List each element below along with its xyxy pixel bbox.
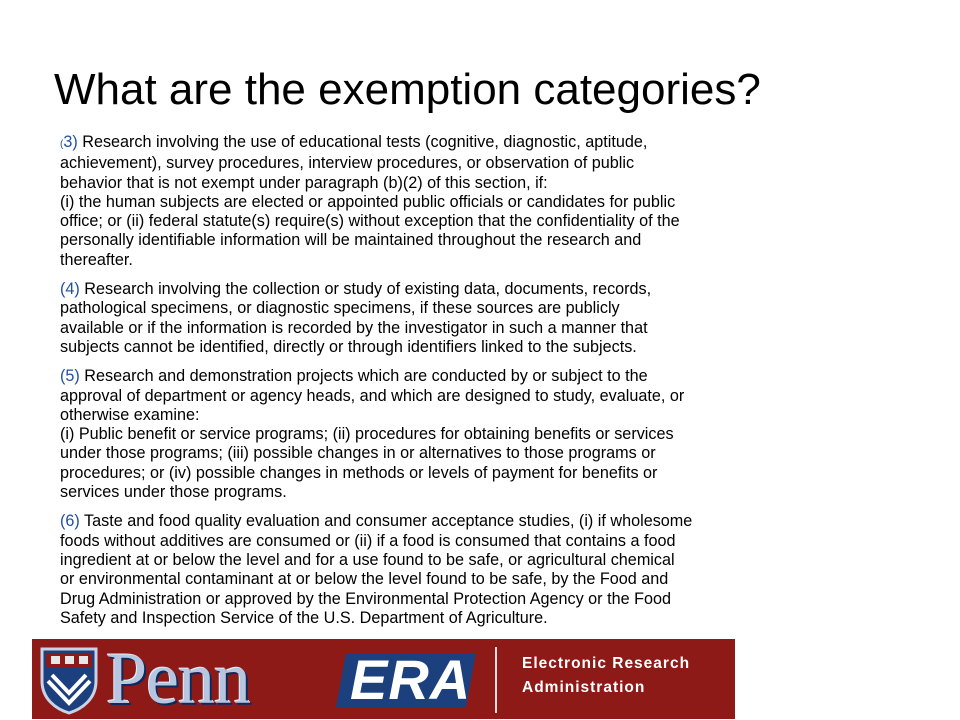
item-text: foods without additives are consumed or (ii) if a food is consumed that contains a food bbox=[60, 531, 676, 550]
exemption-item-4 bbox=[60, 280, 935, 357]
item-text: behavior that is not exempt under paragraph (b)(2) of this section, if: bbox=[60, 173, 548, 192]
item-text: thereafter. bbox=[60, 250, 133, 269]
item-text: under those programs; (iii) possible changes in or alternatives to those programs or bbox=[60, 444, 656, 463]
penn-logo-text: Penn bbox=[106, 639, 250, 719]
exemption-item-6 bbox=[60, 512, 935, 628]
item-text: Safety and Inspection Service of the U.S. Department of Agriculture. bbox=[60, 608, 548, 627]
item-text: ingredient at or below the level and for a use found to be safe, or agricultural chemical bbox=[60, 550, 675, 569]
item-text: Research involving the use of educational tests (cognitive, diagnostic, aptitude, bbox=[77, 133, 648, 151]
exemption-item-3 bbox=[60, 133, 935, 270]
item-text: Research and demonstration projects which are conducted by or subject to the bbox=[79, 367, 648, 386]
item-text: otherwise examine: bbox=[60, 405, 200, 424]
banner-divider bbox=[495, 647, 497, 713]
item-text: (i) the human subjects are elected or appointed public officials or candidates for public bbox=[60, 192, 676, 211]
item-number: 3) bbox=[63, 133, 78, 151]
item-text: services under those programs. bbox=[60, 483, 287, 502]
item-text: Taste and food quality evaluation and consumer acceptance studies, (i) if wholesome bbox=[79, 512, 693, 531]
item-number-paren: ( bbox=[60, 139, 64, 150]
item-text: pathological specimens, or diagnostic specimens, if these sources are publicly bbox=[60, 299, 620, 318]
item-text: Drug Administration or approved by the Environmental Protection Agency or the Food bbox=[60, 589, 671, 608]
item-number: (5) bbox=[60, 367, 80, 386]
item-text: subjects cannot be identified, directly or through identifiers linked to the subjects. bbox=[60, 337, 637, 356]
penn-shield-icon bbox=[38, 645, 100, 715]
item-text: procedures; or (iv) possible changes in methods or levels of payment for benefits or bbox=[60, 463, 658, 482]
item-text: office; or (ii) federal statute(s) require(s) without exception that the confidentiality of the bbox=[60, 212, 680, 231]
item-text: achievement), survey procedures, interview procedures, or observation of public bbox=[60, 154, 635, 173]
exemption-item-5 bbox=[60, 367, 935, 502]
slide-body bbox=[60, 133, 935, 638]
item-number: (4) bbox=[60, 280, 80, 299]
item-text: approval of department or agency heads, and which are designed to study, evaluate, or bbox=[60, 386, 685, 405]
item-text: personally identifiable information will be maintained throughout the research and bbox=[60, 231, 642, 250]
banner-line-2: Administration bbox=[522, 679, 646, 696]
item-number: (6) bbox=[60, 512, 80, 531]
slide-title: What are the exemption categories? bbox=[54, 65, 761, 114]
item-text: or environmental contaminant at or below the level found to be safe, by the Food and bbox=[60, 570, 669, 589]
item-text: Research involving the collection or study of existing data, documents, records, bbox=[79, 280, 652, 299]
item-text: available or if the information is recorded by the investigator in such a manner that bbox=[60, 318, 648, 337]
penn-era-banner bbox=[32, 639, 735, 719]
item-text: (i) Public benefit or service programs; (ii) procedures for obtaining benefits or services bbox=[60, 425, 674, 444]
era-logo-text: ERA bbox=[350, 648, 472, 711]
banner-line-1: Electronic Research bbox=[522, 655, 691, 672]
